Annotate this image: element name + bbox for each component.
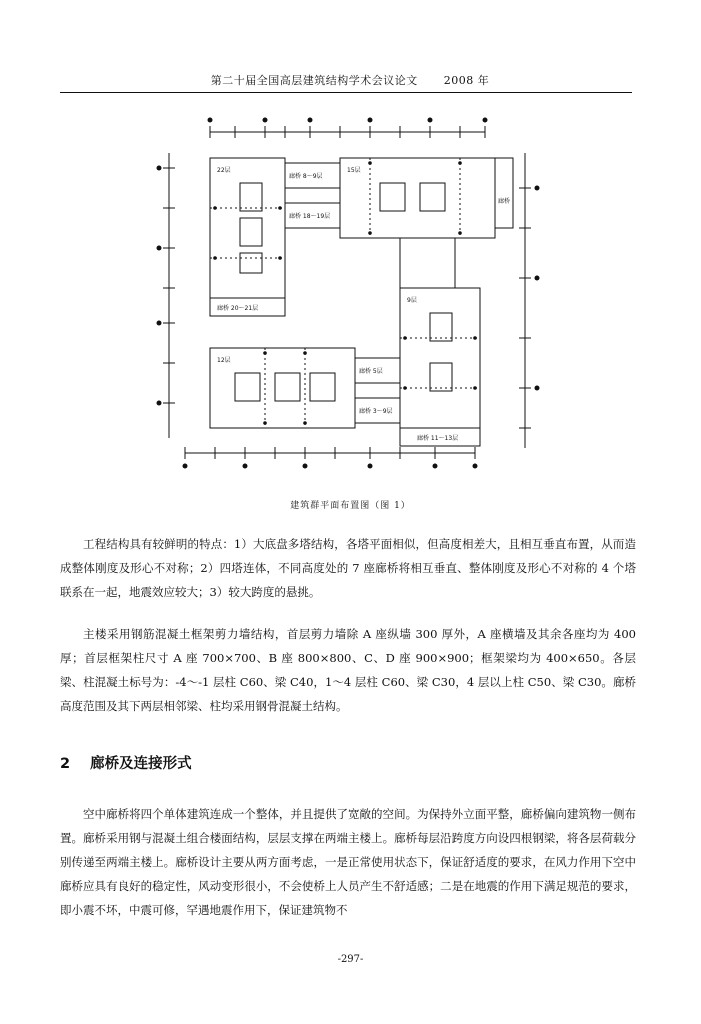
section-title: 廊桥及连接形式 [90,756,192,772]
page-number: -297- [337,954,364,965]
bridge-bottom-label: 廊桥 11～13层 [417,435,459,442]
tower-a-floor-label: 22层 [217,167,231,174]
tower-b-floor-label: 15层 [347,167,361,174]
header-rule [60,92,632,93]
figure-caption: 建筑群平面布置图（图 1） [290,501,411,511]
paragraph-2: 主楼采用钢筋混凝土框架剪力墙结构，首层剪力墙除 A 座纵墙 300 厚外，A 座横墙及其余各座均为 400 厚；首层框架柱尺寸 A 座 700×700、B 座 800×800、C、D 座 900×900；框架梁均为 400×650。各层梁、柱混凝土标号为：-4～-1 层柱 C60、梁 C40，1～4 层柱 C60、梁 C30，4 层以上柱 C50、梁 C30。廊桥高度范围及其下两层相邻梁、柱均采用钢骨混凝土结构。 [60,626,636,713]
bridge-d1-label: 廊桥 5层 [359,368,383,375]
floor-plan-drawing [155,108,555,483]
bridge-right-label: 廊桥 [498,198,511,205]
header-title: 第二十届全国高层建筑结构学术会议论文 [210,74,418,87]
section-heading [60,752,192,773]
bridge-d2-label: 廊桥 3～9层 [359,408,393,415]
tower-c-floor-label: 9层 [407,297,417,304]
paragraph-3: 空中廊桥将四个单体建筑连成一个整体，并且提供了宽敞的空间。为保持外立面平整，廊桥偏向建筑物一侧布置。廊桥采用钢与混凝土组合楼面结构，层层支撑在两端主楼上。廊桥每层沿跨度方向设四根钢梁，将各层荷载分别传递至两端主楼上。廊桥设计主要从两方面考虑，一是正常使用状态下，保证舒适度的要求，在风力作用下空中廊桥应具有良好的稳定性，风动变形很小，不会使桥上人员产生不舒适感；二是在地震的作用下满足规范的要求，即小震不坏，中震可修，罕遇地震作用下，保证建筑物不 [60,806,636,917]
bridge-mid-label: 廊桥 18～19层 [289,213,331,220]
paragraph-1: 工程结构具有较鲜明的特点：1）大底盘多塔结构，各塔平面相似，但高度相差大，且相互垂直布置，从而造成整体刚度及形心不对称；2）四塔连体，不同高度处的 7 座廊桥将相互垂直、整体刚度及形心不对称的 4 个塔联系在一起，地震效应较大；3）较大跨度的悬挑。 [60,536,636,599]
tower-d-floor-label: 12层 [217,357,231,364]
bridge-top-label: 廊桥 8～9层 [289,173,323,180]
floor-plan-figure [155,108,555,483]
bridge-left-label: 廊桥 20～21层 [217,305,259,312]
section-number: 2 [60,756,71,772]
running-header [60,72,640,88]
header-year: 2008 年 [443,74,490,87]
